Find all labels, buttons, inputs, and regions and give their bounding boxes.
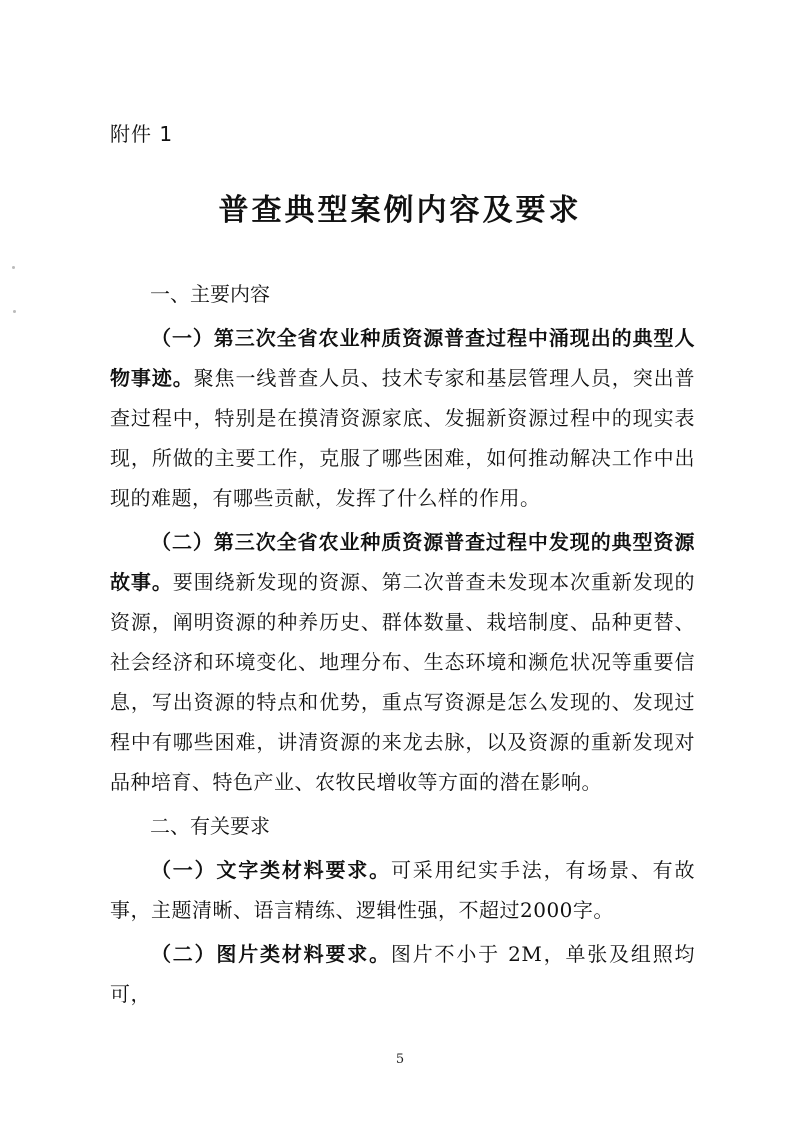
section-heading-main-content: 一、主要内容 <box>150 282 270 306</box>
paragraph-text-materials <box>110 850 695 930</box>
paragraph-lead: （一）第三次全省农业种质资源普查过程中涌现出的典型人物事迹。 <box>110 326 695 390</box>
scan-speck <box>13 310 16 313</box>
paragraph-typical-resources <box>110 522 695 802</box>
paragraph-lead: （二）图片类材料要求。 <box>151 942 391 966</box>
paragraph-text: 图片不小于 2M，单张及组照均可， <box>110 942 696 1006</box>
section-heading-requirements: 二、有关要求 <box>150 814 270 838</box>
document-title: 普查典型案例内容及要求 <box>218 193 582 228</box>
attachment-label: 附件 1 <box>110 122 174 146</box>
document-body <box>110 274 695 1014</box>
paragraph-text: 可采用纪实手法，有场景、有故事，主题清晰、语言精练、逻辑性强，不超过2000字。 <box>110 858 695 922</box>
scan-speck <box>12 266 15 269</box>
paragraph-lead: （一）文字类材料要求。 <box>151 858 391 882</box>
paragraph-text: 要围绕新发现的资源、第二次普查未发现本次重新发现的资源，阐明资源的种养历史、群体数量、栽培制度、品种更替、社会经济和环境变化、地理分布、生态环境和濒危状况等重要信息，写出资源的特点和优势，重点写资源是怎么发现的、发现过程中有哪些困难，讲清资源的来龙去脉，以及资源的重新发现对品种培育、特色产业、农牧民增收等方面的潜在影响。 <box>110 570 696 794</box>
page-number: 5 <box>395 1052 405 1067</box>
paragraph-image-materials <box>110 934 695 1014</box>
paragraph-lead: （二）第三次全省农业种质资源普查过程中发现的典型资源故事。 <box>110 530 695 594</box>
paragraph-text: 聚焦一线普查人员、技术专家和基层管理人员，突出普查过程中，特别是在摸清资源家底、发掘新资源过程中的现实表现，所做的主要工作，克服了哪些困难，如何推动解决工作中出现的难题，有哪些贡献，发挥了什么样的作用。 <box>110 366 696 510</box>
paragraph-typical-people <box>110 318 695 518</box>
